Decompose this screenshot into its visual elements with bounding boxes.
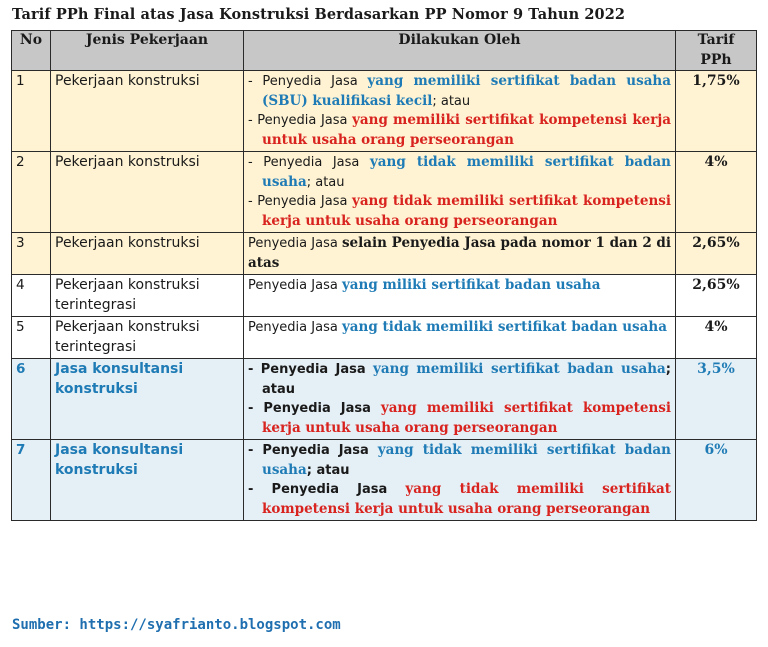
row-jenis: Pekerjaan konstruksi (51, 152, 244, 233)
bullet-suffix: ; atau (306, 174, 345, 190)
table-row (12, 152, 757, 233)
row-tarif: 3,5% (676, 359, 757, 440)
row-oleh (244, 152, 676, 233)
bullet-prefix: - Penyedia Jasa (248, 482, 406, 497)
table-header-row (12, 31, 757, 71)
text-prefix: Penyedia Jasa (248, 278, 342, 293)
bullet-prefix: - Penyedia Jasa (248, 401, 381, 416)
bullet-prefix: - Penyedia Jasa (248, 74, 368, 89)
bullet-prefix: - Penyedia Jasa (248, 155, 370, 170)
row-number: 5 (12, 317, 51, 359)
row-number: 7 (12, 440, 51, 521)
bullet-suffix: ; atau (432, 93, 471, 109)
bullet-item (248, 72, 671, 111)
bullet-suffix: ; atau (262, 362, 671, 397)
bullet-item (248, 441, 671, 480)
row-jenis: Pekerjaan konstruksi (51, 233, 244, 275)
header-tarif-line2: PPh (700, 51, 732, 68)
row-oleh (244, 233, 676, 275)
bullet-prefix: - Penyedia Jasa (248, 443, 378, 458)
header-no: No (12, 31, 51, 71)
header-tarif (676, 31, 757, 71)
bullet-prefix: - Penyedia Jasa (248, 113, 353, 128)
row-number: 1 (12, 71, 51, 152)
table-row (12, 359, 757, 440)
header-tarif-line1: Tarif (697, 32, 735, 48)
highlight-blue: yang memiliki sertifikat badan usaha (SBU) kualifikasi kecil (262, 73, 671, 109)
text-prefix: Penyedia Jasa (248, 236, 342, 251)
text-prefix: Penyedia Jasa (248, 320, 342, 335)
header-oleh: Dilakukan Oleh (244, 31, 676, 71)
row-tarif: 4% (676, 317, 757, 359)
row-tarif: 2,65% (676, 233, 757, 275)
row-jenis: Pekerjaan konstruksi (51, 71, 244, 152)
row-oleh (244, 275, 676, 317)
highlight-red: yang tidak memiliki sertifikat kompetensi kerja untuk usaha orang perseorangan (262, 481, 671, 517)
row-jenis: Pekerjaan konstruksi terintegrasi (51, 317, 244, 359)
table-row (12, 275, 757, 317)
highlight-red: yang tidak memiliki sertifikat kompetensi kerja untuk usaha orang perseorangan (262, 193, 672, 229)
row-oleh (244, 359, 676, 440)
bullet-item (248, 480, 671, 519)
row-jenis: Jasa konsultansi konstruksi (51, 359, 244, 440)
page-title: Tarif PPh Final atas Jasa Konstruksi Berdasarkan PP Nomor 9 Tahun 2022 (12, 6, 626, 23)
row-oleh (244, 71, 676, 152)
tariff-table (11, 30, 757, 521)
bullet-prefix: - Penyedia Jasa (248, 194, 352, 209)
bullet-item (248, 153, 671, 192)
highlight-red: yang memiliki sertifikat kompetensi kerja untuk usaha orang perseorangan (262, 400, 671, 436)
header-jenis: Jenis Pekerjaan (51, 31, 244, 71)
bullet-item (248, 192, 671, 231)
highlight-blue: yang miliki sertifikat badan usaha (341, 277, 601, 293)
table-row (12, 440, 757, 521)
row-number: 4 (12, 275, 51, 317)
bullet-item (248, 399, 671, 438)
table-row (12, 71, 757, 152)
highlight-blue: yang memiliki sertifikat badan usaha (373, 361, 666, 377)
row-oleh (244, 440, 676, 521)
row-number: 6 (12, 359, 51, 440)
row-number: 3 (12, 233, 51, 275)
source-link[interactable]: Sumber: https://syafrianto.blogspot.com (12, 617, 341, 633)
highlight-blue: yang tidak memiliki sertifikat badan usaha (262, 154, 671, 190)
bullet-item (248, 111, 671, 150)
row-number: 2 (12, 152, 51, 233)
highlight-blue: yang tidak memiliki sertifikat badan usaha (341, 319, 667, 335)
row-oleh (244, 317, 676, 359)
table-row (12, 233, 757, 275)
highlight-blue: yang tidak memiliki sertifikat badan usaha (262, 442, 671, 478)
row-tarif: 1,75% (676, 71, 757, 152)
bullet-prefix: - Penyedia Jasa (248, 362, 374, 377)
bullet-item (248, 360, 671, 399)
highlight-red: yang memiliki sertifikat kompetensi kerja untuk usaha orang perseorangan (262, 112, 672, 148)
row-tarif: 4% (676, 152, 757, 233)
row-jenis: Jasa konsultansi konstruksi (51, 440, 244, 521)
row-jenis: Pekerjaan konstruksi terintegrasi (51, 275, 244, 317)
row-tarif: 2,65% (676, 275, 757, 317)
row-tarif: 6% (676, 440, 757, 521)
table-row (12, 317, 757, 359)
bullet-suffix: ; atau (306, 462, 350, 478)
highlight-bold: selain Penyedia Jasa pada nomor 1 dan 2 di atas (248, 235, 671, 271)
